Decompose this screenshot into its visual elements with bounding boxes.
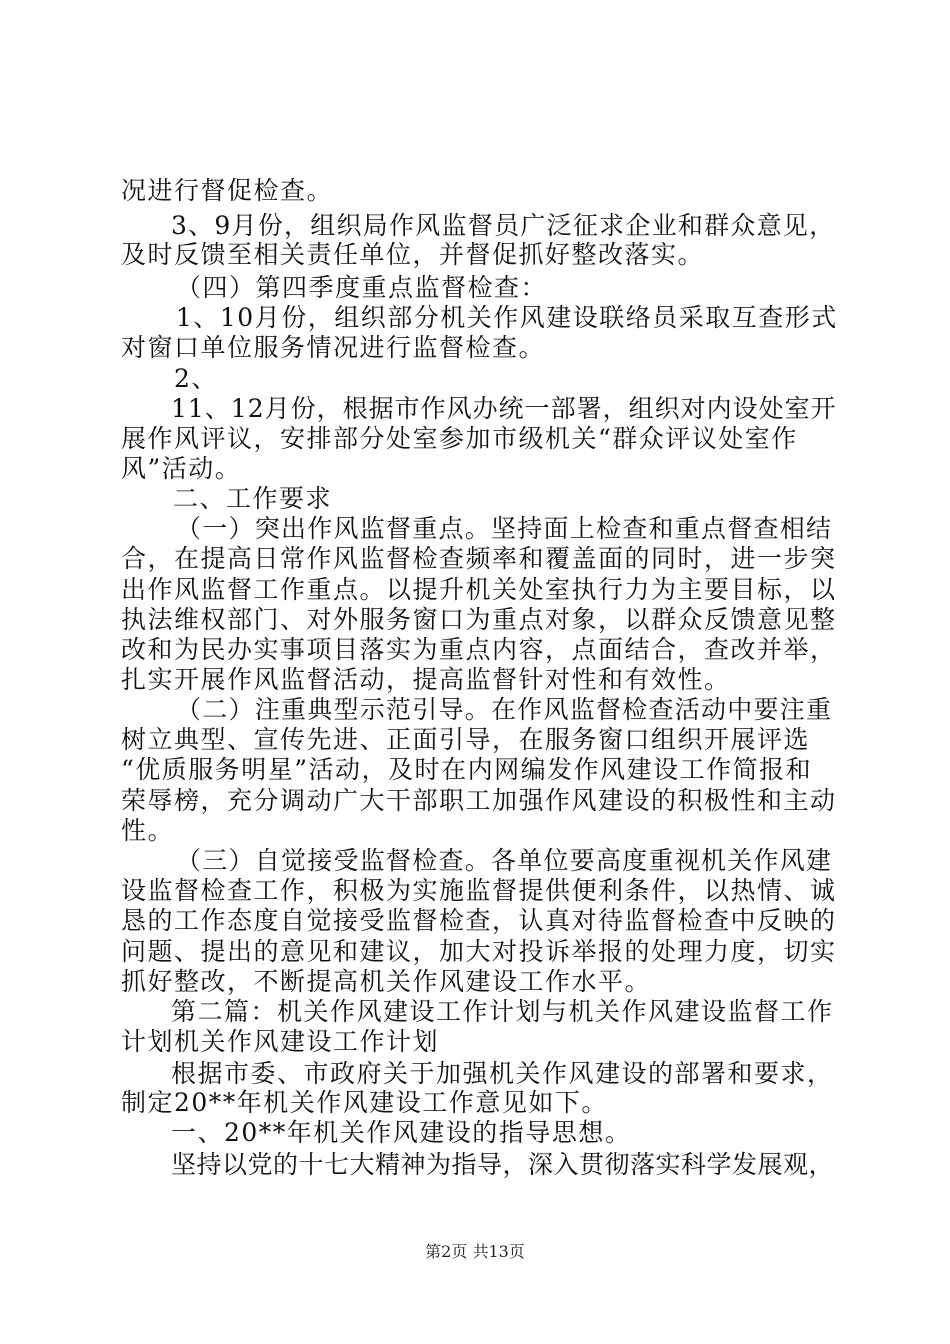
text-line: 改和为民办实事项目落实为重点内容，点面结合，查改并举， bbox=[121, 635, 837, 664]
text-line: 展作风评议，安排部分处室参加市级机关“群众评议处室作 bbox=[121, 424, 798, 453]
text-line: 1、10月份，组织部分机关作风建设联络员采取互查形式 bbox=[176, 303, 838, 332]
text-line: 一、20**年机关作风建设的指导思想。 bbox=[171, 1118, 632, 1147]
text-line: 坚持以党的十七大精神为指导，深入贯彻落实科学发展观， bbox=[171, 1150, 835, 1179]
section-heading: 计划机关作风建设工作计划 bbox=[121, 1027, 440, 1056]
text-line: （四）第四季度重点监督检查： bbox=[176, 273, 548, 302]
text-line: 根据市委、市政府关于加强机关作风建设的部署和要求， bbox=[171, 1059, 834, 1088]
text-line: 对窗口单位服务情况进行监督检查。 bbox=[121, 333, 546, 362]
text-line: 荣辱榜，充分调动广大干部职工加强作风建设的积极性和主动 bbox=[121, 786, 837, 815]
text-line: 树立典型、宣传先进、正面引导，在服务窗口组织开展评选 bbox=[121, 725, 811, 754]
text-line: 风”活动。 bbox=[121, 454, 242, 483]
text-line: 3、9月份，组织局作风监督员广泛征求企业和群众意见， bbox=[171, 211, 836, 240]
text-line: 2、 bbox=[174, 364, 218, 393]
text-line: 设监督检查工作，积极为实施监督提供便利条件，以热情、诚 bbox=[121, 876, 837, 905]
text-line: （一）突出作风监督重点。坚持面上检查和重点督查相结 bbox=[176, 514, 833, 543]
text-line: 合，在提高日常作风监督检查频率和覆盖面的同时，进一步突 bbox=[121, 544, 837, 573]
text-line: 抓好整改，不断提高机关作风建设工作水平。 bbox=[121, 967, 652, 996]
section-heading: 第二篇：机关作风建设工作计划与机关作风建设监督工作 bbox=[171, 997, 834, 1026]
text-line: 况进行督促检查。 bbox=[121, 176, 334, 205]
text-line: 恳的工作态度自觉接受监督检查，认真对待监督检查中反映的 bbox=[121, 906, 837, 935]
page-number-footer: 第2页 共13页 bbox=[425, 1242, 525, 1261]
text-line: 问题、提出的意见和建议，加大对投诉举报的处理力度，切实 bbox=[121, 937, 837, 966]
text-line: 扎实开展作风监督活动，提高监督针对性和有效性。 bbox=[121, 665, 731, 694]
section-heading: 二、工作要求 bbox=[173, 484, 333, 513]
text-line: 出作风监督工作重点。以提升机关处室执行力为主要目标，以 bbox=[121, 575, 837, 604]
text-line: （二）注重典型示范引导。在作风监督检查活动中要注重 bbox=[176, 695, 833, 724]
text-line: （三）自觉接受监督检查。各单位要高度重视机关作风建 bbox=[176, 846, 833, 875]
text-line: 执法维权部门、对外服务窗口为重点对象，以群众反馈意见整 bbox=[121, 605, 837, 634]
text-line: 及时反馈至相关责任单位，并督促抓好整改落实。 bbox=[121, 240, 705, 269]
text-line: 制定20**年机关作风建设工作意见如下。 bbox=[121, 1088, 608, 1117]
text-line: 11、12月份，根据市作风办统一部署，组织对内设处室开 bbox=[171, 394, 837, 423]
text-line: “优质服务明星”活动，及时在内网编发作风建设工作简报和 bbox=[121, 755, 813, 784]
text-line: 性。 bbox=[121, 816, 175, 845]
